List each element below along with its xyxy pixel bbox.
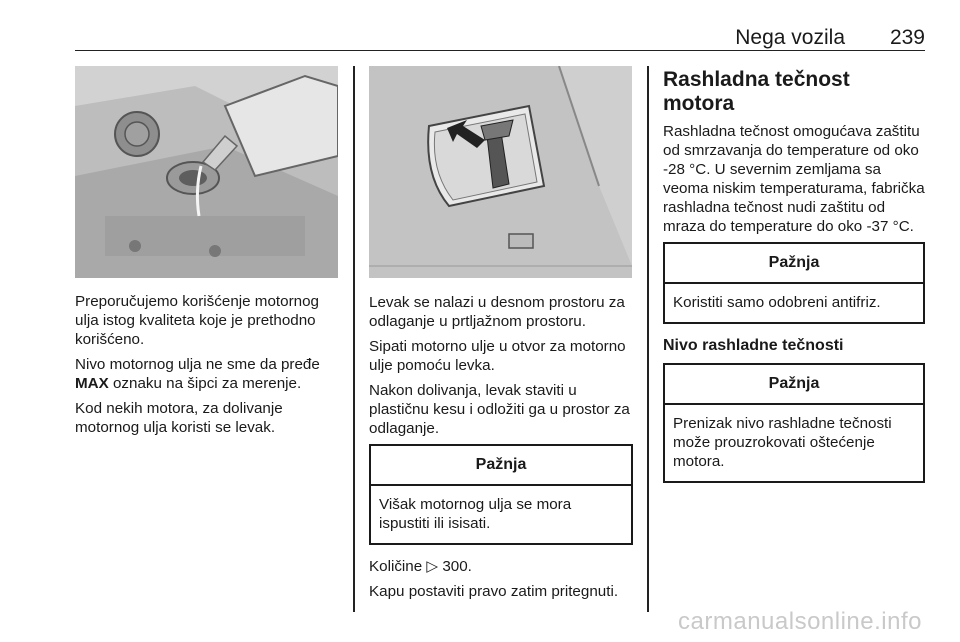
column-1 (75, 292, 343, 443)
notice-box-low-coolant (663, 363, 925, 483)
paragraph-oil-quality: Preporučujemo korišćenje motornog ulja istog kvaliteta koje je prethodno korišćeno. (75, 293, 319, 348)
subheading-coolant-level: Nivo rashladne tečnosti (663, 337, 844, 354)
quantities-label: Količine (369, 558, 427, 575)
column-2 (369, 293, 633, 607)
section-title: Nega vozila (735, 26, 845, 49)
page-header (75, 22, 925, 51)
page-reference-link[interactable]: 300. (438, 558, 472, 575)
page-reference-icon: ▷ (426, 558, 439, 575)
max-mark-label: MAX (75, 375, 109, 392)
notice-box-antifreeze (663, 242, 925, 324)
notice-text: Koristiti samo odobreni antifriz. (673, 294, 881, 311)
oil-level-text-pre: Nivo motornog ulja ne sme da pređe (75, 356, 320, 373)
notice-heading: Pažnja (665, 244, 923, 284)
oil-level-text-post: oznaku na šipci za merenje. (108, 375, 302, 392)
notice-text: Prenizak nivo rashladne tečnosti može prouzrokovati oštećenje motora. (673, 415, 892, 470)
notice-box-excess-oil (369, 444, 633, 545)
column-divider-1 (353, 66, 355, 612)
paragraph-store-funnel: Nakon dolivanja, levak staviti u plastičnu kesu i odložiti ga u prostor za odlaganje. (369, 382, 630, 437)
engine-oil-illustration (75, 66, 338, 278)
page-number: 239 (889, 26, 925, 49)
notice-heading: Pažnja (371, 446, 631, 486)
paragraph-cap: Kapu postaviti pravo zatim pritegnuti. (369, 583, 619, 600)
paragraph-coolant-protection: Rashladna tečnost omogućava zaštitu od smrzavanja do temperature od oko -28 °C. U severnim zemljama sa veoma niskim temperaturama, fabrička rashladna tečnost nudi zaštitu od mraza do temperature do oko -37 °C. (663, 123, 925, 235)
funnel-storage-illustration (369, 66, 632, 278)
paragraph-oil-level (75, 355, 343, 393)
paragraph-funnel-usage: Kod nekih motora, za dolivanje motornog ulja koristi se levak. (75, 400, 283, 436)
paragraph-quantities (369, 557, 633, 576)
paragraph-pour-oil: Sipati motorno ulje u otvor za motorno ulje pomoću levka. (369, 338, 626, 374)
watermark: carmanualsonline.info (678, 608, 922, 635)
column-3 (663, 68, 925, 495)
heading-engine-coolant: Rashladna tečnost motora (663, 68, 850, 115)
column-divider-2 (647, 66, 649, 612)
paragraph-funnel-location: Levak se nalazi u desnom prostoru za odlaganje u prtljažnom prostoru. (369, 294, 625, 330)
notice-text: Višak motornog ulja se mora ispustiti ili isisati. (379, 496, 572, 532)
notice-heading: Pažnja (665, 365, 923, 405)
